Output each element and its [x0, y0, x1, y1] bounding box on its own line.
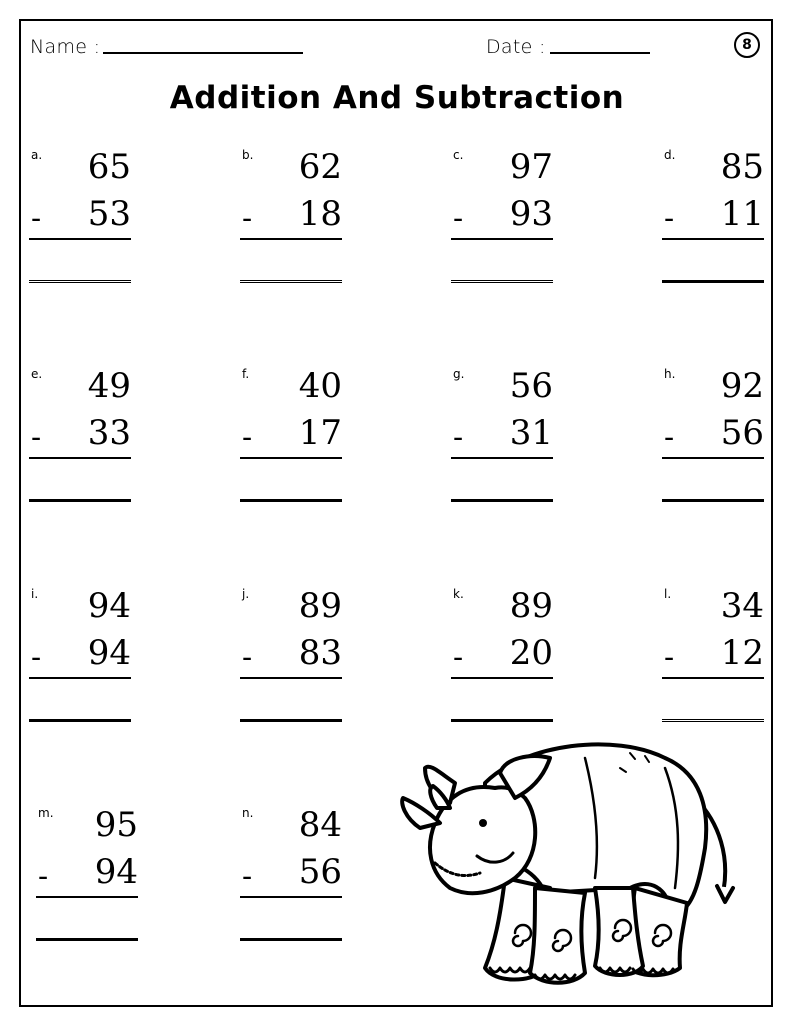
answer-line[interactable]: [240, 719, 342, 722]
sum-rule: [29, 457, 131, 459]
date-field[interactable]: [550, 52, 650, 54]
sum-rule: [240, 896, 342, 898]
answer-line[interactable]: [240, 938, 342, 941]
subtrahend: 31: [509, 413, 553, 453]
minus-sign: -: [242, 640, 253, 675]
problem-letter: c.: [453, 148, 464, 162]
problem-letter: g.: [453, 367, 465, 381]
problem-letter: a.: [31, 148, 43, 162]
minuend: 62: [298, 147, 342, 187]
subtrahend: 56: [298, 852, 342, 892]
sum-rule: [662, 238, 764, 240]
answer-line[interactable]: [36, 938, 138, 941]
date-label: Date :: [486, 36, 546, 58]
subtrahend: 83: [298, 633, 342, 673]
minuend: 89: [298, 586, 342, 626]
sum-rule: [36, 896, 138, 898]
minus-sign: -: [453, 201, 464, 236]
problem-letter: e.: [31, 367, 43, 381]
minuend: 95: [94, 805, 138, 845]
minus-sign: -: [31, 201, 42, 236]
problem-letter: m.: [38, 806, 54, 820]
sum-rule: [29, 677, 131, 679]
minuend: 97: [509, 147, 553, 187]
subtrahend: 11: [720, 194, 764, 234]
subtrahend: 93: [509, 194, 553, 234]
minuend: 49: [87, 366, 131, 406]
minuend: 84: [298, 805, 342, 845]
answer-line[interactable]: [451, 499, 553, 502]
answer-line[interactable]: [240, 280, 342, 283]
rhino-icon: [395, 728, 740, 1000]
problem-m: [36, 806, 146, 956]
problem-h: [662, 367, 772, 517]
sum-rule: [662, 677, 764, 679]
problem-letter: k.: [453, 587, 464, 601]
problem-i: [29, 587, 139, 737]
problem-f: [240, 367, 350, 517]
page-number-badge: 8: [734, 32, 760, 58]
subtrahend: 33: [87, 413, 131, 453]
minuend: 94: [87, 586, 131, 626]
sum-rule: [451, 238, 553, 240]
minuend: 65: [87, 147, 131, 187]
answer-line[interactable]: [29, 719, 131, 722]
problem-letter: h.: [664, 367, 676, 381]
subtrahend: 20: [509, 633, 553, 673]
problem-c: [451, 148, 561, 298]
subtrahend: 53: [87, 194, 131, 234]
minuend: 40: [298, 366, 342, 406]
minuend: 89: [509, 586, 553, 626]
problem-a: [29, 148, 139, 298]
problem-k: [451, 587, 561, 737]
problem-letter: f.: [242, 367, 250, 381]
answer-line[interactable]: [29, 280, 131, 283]
problem-letter: j.: [242, 587, 250, 601]
minus-sign: -: [242, 201, 253, 236]
minus-sign: -: [31, 640, 42, 675]
minus-sign: -: [38, 859, 49, 894]
sum-rule: [240, 238, 342, 240]
name-field[interactable]: [103, 52, 303, 54]
answer-line[interactable]: [662, 499, 764, 502]
minus-sign: -: [664, 640, 675, 675]
problem-e: [29, 367, 139, 517]
minuend: 56: [509, 366, 553, 406]
answer-line[interactable]: [29, 499, 131, 502]
minus-sign: -: [664, 420, 675, 455]
page-title: Addition And Subtraction: [169, 80, 625, 116]
sum-rule: [662, 457, 764, 459]
problem-letter: i.: [31, 587, 39, 601]
answer-line[interactable]: [451, 280, 553, 283]
problem-j: [240, 587, 350, 737]
subtrahend: 17: [298, 413, 342, 453]
sum-rule: [240, 677, 342, 679]
minus-sign: -: [31, 420, 42, 455]
problem-letter: d.: [664, 148, 676, 162]
sum-rule: [29, 238, 131, 240]
minus-sign: -: [453, 420, 464, 455]
problem-letter: b.: [242, 148, 254, 162]
answer-line[interactable]: [662, 280, 764, 283]
sum-rule: [240, 457, 342, 459]
minus-sign: -: [242, 420, 253, 455]
minuend: 92: [720, 366, 764, 406]
problem-l: [662, 587, 772, 737]
problem-n: [240, 806, 350, 956]
minus-sign: -: [664, 201, 675, 236]
subtrahend: 12: [720, 633, 764, 673]
minuend: 85: [720, 147, 764, 187]
answer-line[interactable]: [451, 719, 553, 722]
answer-line[interactable]: [240, 499, 342, 502]
problem-letter: l.: [664, 587, 672, 601]
minuend: 34: [720, 586, 764, 626]
problem-letter: n.: [242, 806, 254, 820]
subtrahend: 94: [94, 852, 138, 892]
problem-b: [240, 148, 350, 298]
minus-sign: -: [242, 859, 253, 894]
answer-line[interactable]: [662, 719, 764, 722]
sum-rule: [451, 677, 553, 679]
subtrahend: 94: [87, 633, 131, 673]
name-label: Name :: [30, 36, 101, 58]
subtrahend: 18: [298, 194, 342, 234]
minus-sign: -: [453, 640, 464, 675]
problem-d: [662, 148, 772, 298]
problem-g: [451, 367, 561, 517]
subtrahend: 56: [720, 413, 764, 453]
sum-rule: [451, 457, 553, 459]
